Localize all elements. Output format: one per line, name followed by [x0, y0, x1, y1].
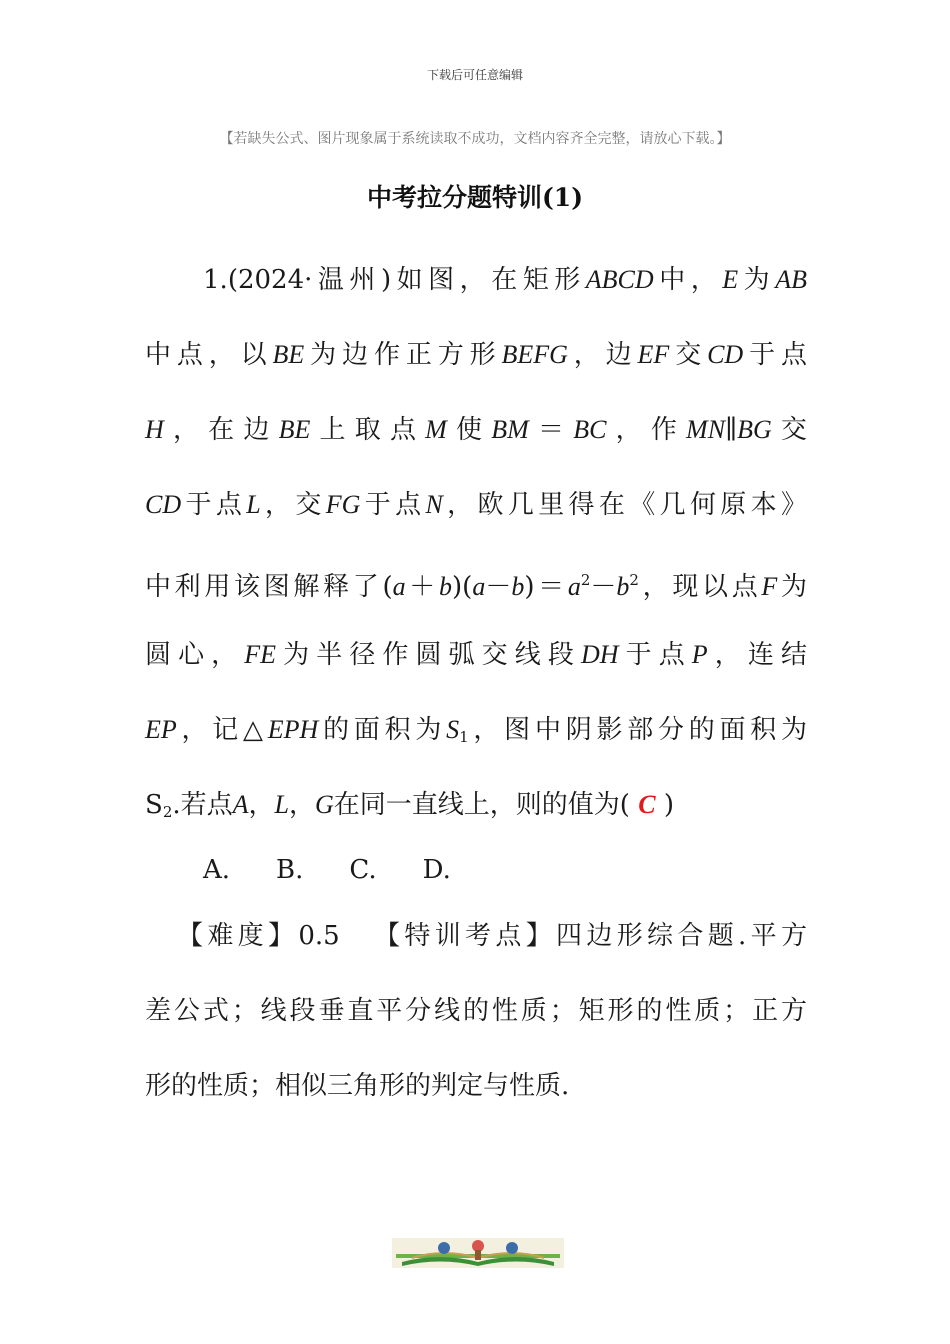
question-line-2: 中点，以BE为边作正方形BEFG，边EF交CD于点	[145, 340, 807, 370]
option-c[interactable]: C.	[349, 855, 377, 885]
question-line-5: 中利用该图解释了$(a+b)(a-b)=a^2-b^2$，现以点F为	[145, 571, 807, 602]
meta-line-1: 【难度】0.5 【特训考点】四边形综合题.平方	[145, 920, 807, 952]
page-title: 中考拉分题特训(1)	[366, 183, 584, 212]
option-a[interactable]: A.	[203, 855, 231, 885]
difficulty-label: 【难度】	[177, 921, 299, 951]
difficulty-value: 0.5	[298, 921, 340, 951]
meta-line-2: 差公式；线段垂直平分线的性质；矩形的性质；正方	[145, 996, 807, 1026]
notice-banner: 【若缺失公式、图片现象属于系统读取不成功，文档内容齐全完整，请放心下载。】	[219, 131, 731, 147]
identity-formula: $(a+b)(a-b)=a^2-b^2$	[382, 571, 639, 602]
question-line-3: H，在边BE上取点M使BM＝BC，作MN∥BG交	[145, 415, 807, 445]
question-line-1: 1.(2024·温州)如图，在矩形ABCD中，E为AB	[203, 265, 807, 295]
book-logo-icon	[392, 1238, 564, 1268]
question-line-8: $S_2$.若点A，L，G在同一直线上，则的值为( C )	[145, 790, 674, 821]
question-line-7: EP，记△EPH的面积为$S_1$，图中阴影部分的面积为	[145, 715, 807, 746]
question-line-4: CD于点L，交FG于点N，欧几里得在《几何原本》	[145, 490, 807, 520]
meta-line-3: 形的性质；相似三角形的判定与性质.	[145, 1071, 570, 1101]
answer-letter: C	[638, 790, 656, 819]
question-line-6: 圆心，FE为半径作圆弧交线段DH于点P，连结	[145, 640, 807, 670]
topic-label: 【特训考点】	[369, 921, 557, 951]
option-b[interactable]: B.	[276, 855, 304, 885]
answer-options	[203, 854, 803, 886]
option-d[interactable]: D.	[422, 855, 451, 885]
top-note: 下载后可任意编辑	[426, 68, 523, 82]
